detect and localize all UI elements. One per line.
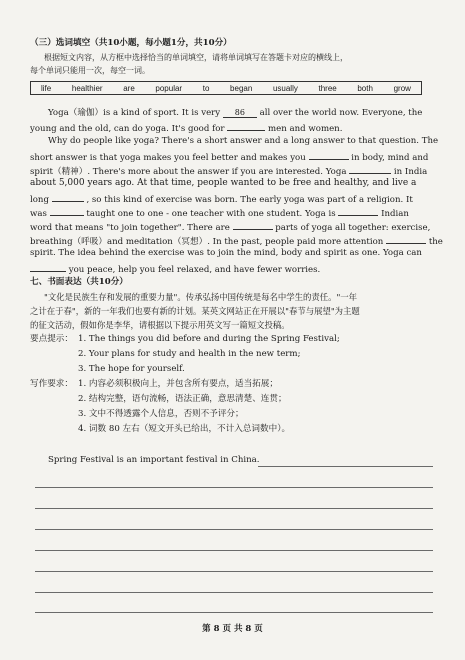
points-label: 要点提示： xyxy=(30,334,73,344)
requirement-item: 2. 结构完整，语句流畅，语法正确，意思清楚、连贯； xyxy=(78,394,287,404)
word-bank-item: are xyxy=(123,83,135,93)
answer-blank xyxy=(309,150,349,160)
instruction-line-1: 根据短文内容，从方框中选择恰当的单词填空，请将单词填写在答题卡对应的横线上， xyxy=(44,53,348,62)
passage-text: the xyxy=(428,237,443,247)
requirement-item: 1. 内容必须积极向上，并包含所有要点，适当拓展； xyxy=(78,379,278,389)
section-title: 七、书面表达（共10分） xyxy=(30,277,128,287)
intro-line-2: 之计在于春"，新的一年我们也要有新的计划。某英文网站正在开展以"春节与展望"为主题 xyxy=(30,306,360,316)
point-item: 3. The hope for yourself. xyxy=(78,364,185,374)
passage-line xyxy=(30,150,428,164)
answer-blank xyxy=(227,121,265,131)
word-bank-box xyxy=(30,81,422,95)
word-bank-item: life xyxy=(41,83,52,93)
passage-line xyxy=(48,108,422,119)
point-item: 2. Your plans for study and health in the new term; xyxy=(78,349,301,359)
writing-line[interactable] xyxy=(35,592,433,593)
answer-blank-86 xyxy=(223,108,257,118)
answer-blank xyxy=(52,192,84,202)
requirements-label: 写作要求： xyxy=(30,379,73,389)
passage-text: spirit（精神）. There's more about the answer if you are interested. Yoga xyxy=(30,167,347,177)
passage-line: about 5,000 years ago. At that time, people wanted to be free and healthy, and live a xyxy=(30,178,417,188)
passage-text: in India xyxy=(393,167,428,177)
word-bank-item: usually xyxy=(272,83,298,93)
passage-text: young and the old, can do yoga. It's good for xyxy=(30,124,225,134)
passage-text: was xyxy=(30,209,47,219)
passage-line xyxy=(30,206,409,220)
passage-text: men and women. xyxy=(268,124,343,134)
passage-text: Indian xyxy=(381,209,409,219)
word-bank-item: grow xyxy=(393,83,411,93)
passage-text: , so this kind of exercise was born. The early yoga was part of a religion. It xyxy=(86,195,413,205)
section-title: （三）选词填空（共10小题，每小题1分，共10分） xyxy=(30,38,232,48)
answer-blank xyxy=(349,164,391,174)
writing-line[interactable] xyxy=(35,487,433,488)
word-bank-item: popular xyxy=(155,83,183,93)
passage-line xyxy=(30,220,430,234)
passage-text: word that means "to join together". There are xyxy=(30,223,230,233)
word-bank-item: to xyxy=(202,83,210,93)
word-bank-item: began xyxy=(230,83,253,93)
passage-text: all over the world now. Everyone, the xyxy=(259,108,423,118)
writing-line[interactable] xyxy=(35,529,433,530)
answer-blank xyxy=(50,206,84,216)
passage-text: taught one to one - one teacher with one student. Yoga is xyxy=(86,209,336,219)
instruction-line-2: 每个单词只能用一次，每空一词。 xyxy=(30,66,150,75)
writing-line[interactable] xyxy=(35,571,433,572)
passage-text: long xyxy=(30,195,49,205)
requirement-item: 4. 词数 80 左右（短文开头已给出，不计入总词数中）。 xyxy=(78,424,291,434)
word-bank-item: healthier xyxy=(71,83,103,93)
word-bank-item: three xyxy=(318,83,337,93)
passage-line: Why do people like yoga? There's a short answer and a long answer to that question. The xyxy=(48,136,439,146)
answer-blank xyxy=(30,262,66,272)
page-number: 第 8 页 共 8 页 xyxy=(202,624,263,634)
passage-line: spirit. The idea behind the exercise was to join the mind, body and spirit as one. Yoga can xyxy=(30,248,422,258)
answer-blank xyxy=(386,234,426,244)
passage-text: parts of yoga all together: exercise, xyxy=(275,223,431,233)
passage-line xyxy=(30,234,443,248)
passage-line xyxy=(30,262,320,276)
blank-number: 86 xyxy=(234,108,245,117)
passage-text: breathing（呼吸）and meditation（冥想）. In the past, people paid more attention xyxy=(30,237,384,247)
passage-line xyxy=(30,121,342,135)
passage-text: short answer is that yoga makes you feel better and makes you xyxy=(30,153,306,163)
writing-line[interactable] xyxy=(35,508,433,509)
answer-blank xyxy=(338,206,378,216)
passage-text: Yoga（瑜伽）is a kind of sport. It is very xyxy=(48,108,221,118)
passage-line xyxy=(30,164,427,178)
requirement-item: 3. 文中不得透露个人信息，否则不予评分； xyxy=(78,409,244,419)
writing-line[interactable] xyxy=(35,550,433,551)
essay-opening: Spring Festival is an important festival in China. xyxy=(48,455,260,465)
intro-line-3: 的征文活动，假如你是李华，请根据以下提示用英文写一篇短文投稿。 xyxy=(30,320,290,330)
word-bank-item: both xyxy=(357,83,373,93)
point-item: 1. The things you did before and during the Spring Festival; xyxy=(78,334,340,344)
intro-line-1: "文化是民族生存和发展的重要力量"。传承弘扬中国传统是每名中学生的责任。"一年 xyxy=(44,292,358,302)
answer-blank xyxy=(233,220,273,230)
writing-line[interactable] xyxy=(35,612,433,613)
passage-line xyxy=(30,192,413,206)
passage-text: in body, mind and xyxy=(351,153,429,163)
writing-line[interactable] xyxy=(258,466,433,467)
passage-text: you peace, help you feel relaxed, and have fewer worries. xyxy=(68,265,321,275)
